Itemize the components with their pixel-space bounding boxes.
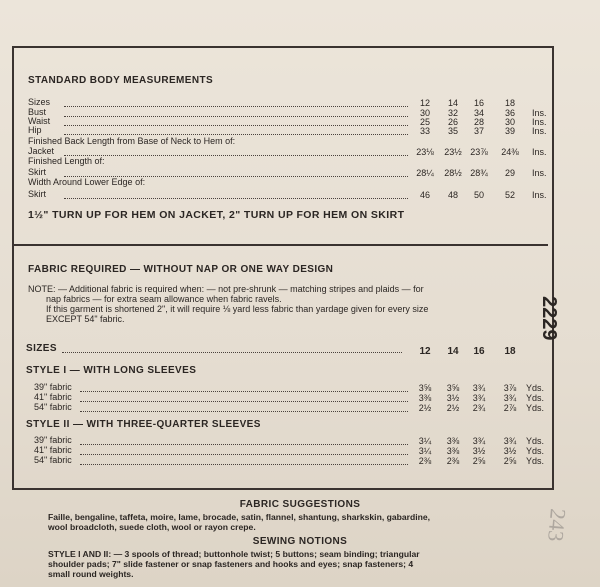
- unit-label: Ins.: [532, 126, 547, 136]
- measurement-label: Waist: [28, 116, 51, 126]
- measurement-value: 24⅜: [501, 147, 519, 157]
- unit-label: Yds.: [526, 393, 545, 403]
- measurement-value: 33: [419, 126, 430, 136]
- yardage-value: 2⅞: [503, 403, 517, 413]
- measurement-value: 12: [419, 98, 430, 108]
- sizes-label: SIZES: [26, 343, 57, 354]
- yardage-value: 3¾: [503, 436, 517, 446]
- style-title: STYLE II — WITH THREE-QUARTER SLEEVES: [26, 419, 261, 430]
- measurement-value: 46: [419, 190, 430, 200]
- measurement-value: 39: [504, 126, 515, 136]
- size-header: 14: [447, 346, 459, 357]
- measurement-value: 28: [473, 117, 484, 127]
- yardage-value: 2½: [418, 403, 432, 413]
- fabric-width-label: 41" fabric: [34, 392, 72, 402]
- yardage-value: 3⅜: [418, 393, 432, 403]
- style-title: STYLE I — WITH LONG SLEEVES: [26, 365, 197, 376]
- fabric-width-label: 54" fabric: [34, 455, 72, 465]
- sewing-notions-line: shoulder pads; 7" slide fastener or snap fasteners and hooks and eyes; snap fasteners; 4: [48, 559, 414, 569]
- measurement-value: 30: [504, 117, 515, 127]
- yardage-value: 2⅝: [472, 456, 486, 466]
- fabric-suggestions-title: FABRIC SUGGESTIONS: [239, 499, 361, 510]
- measurement-value: 48: [447, 190, 458, 200]
- yardage-value: 3⅞: [503, 383, 517, 393]
- measurement-value: 28¼: [416, 168, 434, 178]
- size-header: 12: [419, 346, 431, 357]
- size-header: 16: [473, 346, 485, 357]
- measurement-value: 32: [447, 108, 458, 118]
- yardage-value: 3¾: [472, 393, 486, 403]
- sewing-notions-title: SEWING NOTIONS: [252, 536, 348, 547]
- yardage-value: 3⅜: [446, 436, 460, 446]
- yardage-value: 3¾: [472, 436, 486, 446]
- yardage-value: 2⅜: [446, 456, 460, 466]
- measurement-value: 23⅞: [470, 147, 488, 157]
- yardage-value: 3⅝: [446, 383, 460, 393]
- measurement-value: 37: [473, 126, 484, 136]
- pencil-stamp-number: 243: [543, 507, 571, 543]
- unit-label: Ins.: [532, 147, 547, 157]
- measurement-value: 16: [473, 98, 484, 108]
- fabric-note-line: NOTE: — Additional fabric is required when: — not pre-shrunk — matching stripes and plaids — for: [28, 284, 424, 294]
- fabric-width-label: 39" fabric: [34, 382, 72, 392]
- yardage-value: 3¾: [472, 383, 486, 393]
- yardage-value: 3¼: [418, 436, 432, 446]
- section-divider: [14, 244, 548, 246]
- hem-note: 1½" TURN UP FOR HEM ON JACKET, 2" TURN UP FOR HEM ON SKIRT: [28, 209, 405, 221]
- measurement-value: 50: [473, 190, 484, 200]
- unit-label: Yds.: [526, 436, 545, 446]
- leader-dots: [64, 198, 408, 199]
- leader-dots: [62, 352, 402, 353]
- fabric-width-label: 54" fabric: [34, 402, 72, 412]
- fabric-width-label: 41" fabric: [34, 445, 72, 455]
- measurements-title: STANDARD BODY MEASUREMENTS: [28, 75, 214, 86]
- leader-dots: [80, 464, 408, 465]
- fabric-required-title: FABRIC REQUIRED — WITHOUT NAP OR ONE WAY DESIGN: [28, 264, 334, 275]
- leader-dots: [80, 444, 408, 445]
- measurement-value: 23⅛: [416, 147, 434, 157]
- unit-label: Yds.: [526, 456, 545, 466]
- leader-dots: [64, 106, 408, 107]
- measurement-label: Jacket: [28, 146, 55, 156]
- unit-label: Ins.: [532, 190, 547, 200]
- measurement-value: 14: [447, 98, 458, 108]
- yardage-value: 3½: [446, 393, 460, 403]
- measurement-value: 23½: [444, 147, 462, 157]
- measurement-value: 29: [504, 168, 515, 178]
- measurement-label: Finished Length of:: [28, 156, 105, 166]
- unit-label: Yds.: [526, 446, 545, 456]
- sewing-notions-line: STYLE I AND II: — 3 spools of thread; buttonhole twist; 5 buttons; seam binding; triangular: [48, 549, 420, 559]
- measurement-label: Skirt: [28, 167, 46, 177]
- leader-dots: [64, 116, 408, 117]
- measurement-value: 25: [419, 117, 430, 127]
- yardage-value: 2⅜: [418, 456, 432, 466]
- measurement-value: 34: [473, 108, 484, 118]
- measurement-label: Skirt: [28, 189, 46, 199]
- measurement-label: Bust: [28, 107, 47, 117]
- sewing-notions-line: small round weights.: [48, 569, 134, 579]
- measurement-value: 35: [447, 126, 458, 136]
- measurement-value: 30: [419, 108, 430, 118]
- yardage-value: 3½: [472, 446, 486, 456]
- leader-dots: [64, 125, 408, 126]
- measurement-label: Hip: [28, 125, 42, 135]
- yardage-value: 2⅝: [503, 456, 517, 466]
- yardage-value: 3¼: [418, 446, 432, 456]
- size-header: 18: [504, 346, 516, 357]
- leader-dots: [64, 155, 408, 156]
- measurement-value: 52: [504, 190, 515, 200]
- yardage-value: 3⅜: [446, 446, 460, 456]
- yardage-value: 3¾: [503, 393, 517, 403]
- unit-label: Ins.: [532, 117, 547, 127]
- measurement-label: Finished Back Length from Base of Neck to Hem of:: [28, 136, 236, 146]
- unit-label: Yds.: [526, 383, 545, 393]
- measurement-value: 36: [504, 108, 515, 118]
- fabric-suggestions-line: Faille, bengaline, taffeta, moire, lame, brocade, satin, flannel, shantung, sharkskin, gabardine,: [48, 512, 431, 522]
- fabric-note-line: nap fabrics — for extra seam allowance when fabric ravels.: [46, 294, 282, 304]
- yardage-value: 2½: [446, 403, 460, 413]
- measurement-label: Sizes: [28, 97, 51, 107]
- measurement-value: 28½: [444, 168, 462, 178]
- fabric-note-line: EXCEPT 54" fabric.: [46, 314, 125, 324]
- pattern-number: 2229: [538, 296, 560, 341]
- leader-dots: [80, 401, 408, 402]
- fabric-suggestions-line: wool broadcloth, suede cloth, wool or rayon crepe.: [48, 522, 256, 532]
- yardage-value: 3⅝: [418, 383, 432, 393]
- measurement-value: 18: [504, 98, 515, 108]
- measurement-value: 26: [447, 117, 458, 127]
- unit-label: Ins.: [532, 168, 547, 178]
- measurement-label: Width Around Lower Edge of:: [28, 177, 146, 187]
- yardage-value: 3½: [503, 446, 517, 456]
- unit-label: Yds.: [526, 403, 545, 413]
- fabric-note-line: If this garment is shortened 2", it will require ⅛ yard less fabric than yardage given for every size: [46, 304, 429, 314]
- unit-label: Ins.: [532, 108, 547, 118]
- measurement-value: 28¾: [470, 168, 488, 178]
- leader-dots: [80, 454, 408, 455]
- leader-dots: [80, 411, 408, 412]
- leader-dots: [80, 391, 408, 392]
- yardage-value: 2¾: [472, 403, 486, 413]
- leader-dots: [64, 134, 408, 135]
- fabric-width-label: 39" fabric: [34, 435, 72, 445]
